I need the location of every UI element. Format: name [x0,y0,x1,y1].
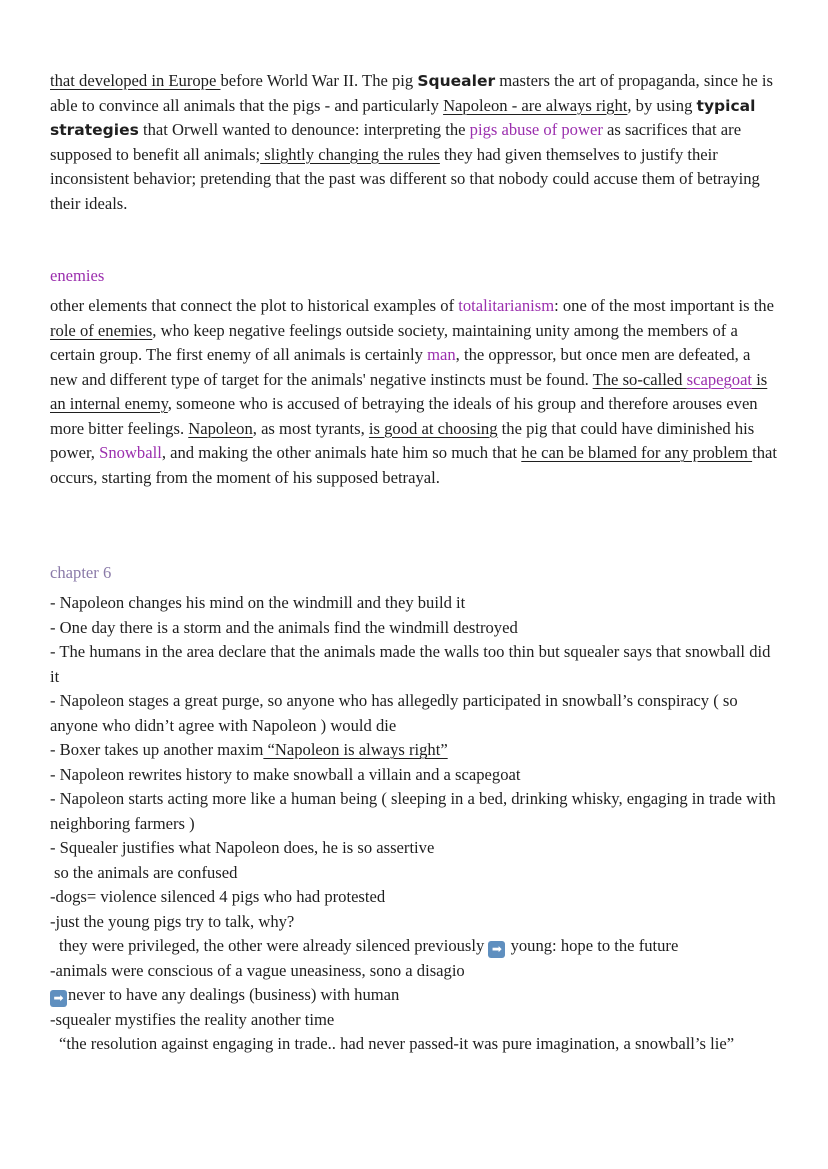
text: they were privileged, the other were already silenced previously [59,936,489,955]
text-highlight-snowball: Snowball [99,443,162,462]
text-bold-squealer: Squealer [417,72,496,90]
text-underlined-socalled: The so-called [592,369,687,389]
text: , someone who is accused of betraying the ideals of his group and therefore arouses even more bitter feelings. [50,394,758,438]
text: , the oppressor, but once men are defeated, a new and different type of target for the animals' negative instincts must be found. [50,345,751,389]
text-underlined-napoleon: Napoleon [188,418,253,438]
text-underlined-rules: slightly changing the rules [260,144,440,164]
text-underlined-role: role of enemies [50,320,153,340]
note-item: - Napoleon stages a great purge, so anyone who has allegedly participated in snowball’s conspiracy ( so anyone who didn’t agree with Napoleon ) would die [50,691,738,735]
heading-chapter-6: chapter 6 [50,563,112,582]
text-underlined: that developed in Europe [50,71,221,90]
right-arrow-icon: ➡ [50,990,67,1007]
note-item: - Napoleon starts acting more like a human being ( sleeping in a bed, drinking whisky, engaging in trade with neighboring farmers ) [50,789,776,833]
note-item: - The humans in the area declare that the animals made the walls too thin but squealer says that snowball did it [50,642,771,686]
paragraph-enemies [50,294,780,490]
text-highlight-abuse: pigs abuse of power [469,120,603,139]
note-item: -just the young pigs try to talk, why? [50,911,295,931]
text: never to have any dealings (business) with human [68,985,400,1004]
note-item [50,934,780,959]
text-highlight-scapegoat: scapegoat [686,369,753,389]
note-item: - One day there is a storm and the animals find the windmill destroyed [50,617,518,637]
text: young: hope to the future [506,936,679,955]
paragraph-propaganda [50,69,780,216]
text: , by using [627,95,697,115]
text: that Orwell wanted to denounce: interpreting the [138,120,470,139]
text-bold-strategies: typical strategies [50,96,756,139]
text-underlined-internal-enemy: is an internal enemy [50,369,768,413]
text: , who keep negative feelings outside society, maintaining unity among the members of a certain group. The first enemy of all animals is certainly [50,320,738,364]
text: that occurs, starting from the moment of his supposed betrayal. [50,443,777,487]
text: before World War II. The pig [220,71,418,90]
note-item [50,738,780,763]
note-item [50,983,780,1008]
note-item: “the resolution against engaging in trade.. had never passed-it was pure imagination, a snowball’s lie” [59,1034,735,1053]
text: , as most tyrants, [252,418,369,438]
note-item: so the animals are confused [54,862,238,882]
text-highlight-totalitarianism: totalitarianism [458,296,555,315]
note-item: - Napoleon rewrites history to make snowball a villain and a scapegoat [50,764,521,784]
text-underlined-choosing: is good at choosing [368,418,498,438]
text: other elements that connect the plot to historical examples of [50,296,459,315]
note-item: - Napoleon changes his mind on the windmill and they build it [50,593,466,612]
text-underlined-maxim: “Napoleon is always right” [263,740,448,759]
note-item: -squealer mystifies the reality another time [50,1009,335,1029]
note-item: - Squealer justifies what Napoleon does, he is so assertive [50,838,435,857]
chapter-notes [50,591,780,1057]
text: : one of the most important is the [554,296,774,315]
text-highlight-man: man [427,345,456,364]
heading-enemies: enemies [50,266,105,285]
text: the pig that could have diminished his power, [50,418,755,462]
text-underlined-blamed: he can be blamed for any problem [521,443,753,462]
text: masters the art of propaganda, since he is able to convince all animals that the pigs - and particularly [50,71,773,115]
note-item: -animals were conscious of a vague uneasiness, sono a disagio [50,960,465,980]
text: as sacrifices that are supposed to benefit all animals; [50,120,742,164]
note-item: -dogs= violence silenced 4 pigs who had protested [50,887,386,906]
text: they had given themselves to justify their inconsistent behavior; pretending that the past was different so that nobody could accuse them of betraying their ideals. [50,144,760,213]
right-arrow-icon: ➡ [488,941,505,958]
text-underlined-napoleon: Napoleon - are always right [443,95,628,115]
text: , and making the other animals hate him so much that [161,443,522,462]
text: - Boxer takes up another maxim [50,740,264,759]
